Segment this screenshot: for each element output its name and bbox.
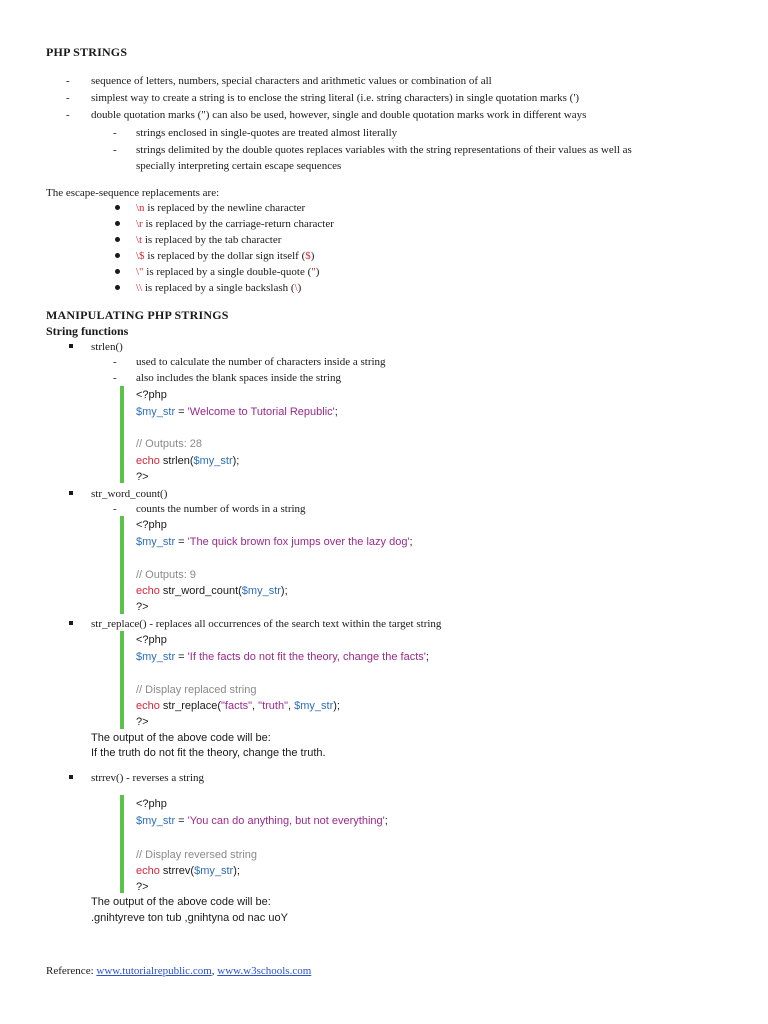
reference-label: Reference: <box>46 965 97 977</box>
reference-line <box>46 964 311 978</box>
intro-bullet: double quotation marks (") can also be used, however, single and double quotation marks work in different ways <box>91 109 587 121</box>
code-variable: $my_str <box>136 406 176 418</box>
escape-seq: \" <box>136 266 144 278</box>
escape-item <box>136 233 281 247</box>
code-line <box>136 454 239 468</box>
function-name: strlen() <box>91 341 123 353</box>
code-line <box>136 699 340 713</box>
code-comment: // Display reversed string <box>136 849 258 861</box>
code-string: 'Welcome to Tutorial Republic' <box>187 406 335 418</box>
code-operator: = <box>175 406 188 418</box>
code-line: <?php <box>136 798 167 810</box>
escape-seq: \$ <box>136 250 145 262</box>
escape-char: " <box>311 266 316 278</box>
code-line: <?php <box>136 389 167 401</box>
escape-seq: \r <box>136 218 143 230</box>
reference-separator: , <box>211 965 218 977</box>
code-variable: $my_str <box>241 585 281 597</box>
code-variable: $my_str <box>136 651 176 663</box>
code-line <box>136 584 288 598</box>
section-subtitle: String functions <box>46 324 129 338</box>
escape-desc: is replaced by a single double-quote <box>143 266 308 278</box>
bullet-dot <box>115 285 120 290</box>
bullet-dot <box>115 269 120 274</box>
escape-char: \ <box>294 282 298 294</box>
code-variable: $my_str <box>294 700 334 712</box>
code-variable: $my_str <box>194 865 234 877</box>
square-bullet <box>69 344 73 348</box>
paren: ) <box>297 282 302 294</box>
code-keyword: echo <box>136 585 160 597</box>
code-line <box>136 814 388 828</box>
escape-item <box>136 201 305 215</box>
code-string: 'You can do anything, but not everything' <box>187 815 385 827</box>
bullet-dot <box>115 253 120 258</box>
dash-marker: - <box>66 92 70 104</box>
code-variable: $my_str <box>136 536 176 548</box>
escape-seq: \t <box>136 234 143 246</box>
code-call: strlen( <box>159 455 194 467</box>
code-operator: = <box>175 651 188 663</box>
paren: ) <box>315 266 320 278</box>
code-line: ?> <box>136 601 149 613</box>
function-name: strrev() - reverses a string <box>91 772 205 784</box>
code-block-bar <box>120 516 124 614</box>
code-line <box>136 864 240 878</box>
bullet-dot <box>115 237 120 242</box>
escape-desc: is replaced by a single backslash <box>142 282 291 294</box>
code-comment: // Display replaced string <box>136 684 257 696</box>
code-call: str_replace( <box>159 700 221 712</box>
function-note: also includes the blank spaces inside the string <box>136 372 341 384</box>
escape-desc: is replaced by the carriage-return character <box>142 218 334 230</box>
intro-sub-bullet: strings delimited by the double quotes replaces variables with the string representations of their values as well as <box>136 144 632 156</box>
function-name: str_replace() - replaces all occurrences of the search text within the target string <box>91 618 442 630</box>
paren: ( <box>301 250 306 262</box>
square-bullet <box>69 491 73 495</box>
code-semicolon: ; <box>425 651 429 663</box>
code-line: ?> <box>136 716 149 728</box>
code-string: 'If the facts do not fit the theory, change the facts' <box>187 651 426 663</box>
intro-sub-bullet: strings enclosed in single-quotes are treated almost literally <box>136 127 398 139</box>
code-call: strrev( <box>159 865 195 877</box>
escape-item <box>136 249 314 263</box>
code-comment: // Outputs: 9 <box>136 569 196 581</box>
code-block-bar <box>120 386 124 483</box>
bullet-dot <box>115 205 120 210</box>
dash-marker: - <box>113 372 117 384</box>
code-call: str_word_count( <box>159 585 242 597</box>
intro-sub-bullet-continuation: specially interpreting certain escape sequences <box>136 160 342 172</box>
output-label: The output of the above code will be: <box>91 732 271 744</box>
escape-seq: \\ <box>136 282 143 294</box>
escape-char: $ <box>305 250 311 262</box>
code-line <box>136 405 338 419</box>
code-string: "facts" <box>221 700 253 712</box>
reference-link-w3schools[interactable]: www.w3schools.com <box>217 965 312 977</box>
escape-desc: is replaced by the dollar sign itself <box>144 250 302 262</box>
output-label: The output of the above code will be: <box>91 896 271 908</box>
code-call-end: ); <box>233 865 240 877</box>
paren: ) <box>310 250 315 262</box>
escape-desc: is replaced by the newline character <box>144 202 306 214</box>
dash-marker: - <box>113 356 117 368</box>
dash-marker: - <box>66 75 70 87</box>
intro-bullet: simplest way to create a string is to enclose the string literal (i.e. string characters) in single quotation marks (') <box>91 92 579 104</box>
escape-desc: is replaced by the tab character <box>142 234 282 246</box>
code-string: "truth" <box>258 700 288 712</box>
code-comment: // Outputs: 28 <box>136 438 203 450</box>
code-semicolon: ; <box>384 815 388 827</box>
function-name: str_word_count() <box>91 488 168 500</box>
code-operator: = <box>175 536 188 548</box>
function-note: used to calculate the number of characters inside a string <box>136 356 386 368</box>
dash-marker: - <box>113 127 117 139</box>
square-bullet <box>69 775 73 779</box>
page-title: PHP STRINGS <box>46 45 128 59</box>
code-comma: , <box>252 700 259 712</box>
code-line: <?php <box>136 634 167 646</box>
code-line <box>136 650 429 664</box>
code-line <box>136 535 413 549</box>
escape-intro: The escape-sequence replacements are: <box>46 187 220 199</box>
paren: ( <box>290 282 295 294</box>
code-operator: = <box>175 815 188 827</box>
escape-item <box>136 281 301 295</box>
section-title: MANIPULATING PHP STRINGS <box>46 308 229 322</box>
square-bullet <box>69 621 73 625</box>
code-line: <?php <box>136 519 167 531</box>
output-value: If the truth do not fit the theory, change the truth. <box>91 747 326 759</box>
code-call-end: ); <box>333 700 340 712</box>
code-string: 'The quick brown fox jumps over the lazy dog' <box>187 536 410 548</box>
code-comma: , <box>288 700 295 712</box>
paren: ( <box>307 266 312 278</box>
code-keyword: echo <box>136 865 160 877</box>
code-semicolon: ; <box>409 536 413 548</box>
escape-item <box>136 265 319 279</box>
code-block-bar <box>120 795 124 893</box>
code-line: ?> <box>136 471 149 483</box>
dash-marker: - <box>113 144 117 156</box>
code-line: ?> <box>136 881 149 893</box>
output-value: .gnihtyreve ton tub ,gnihtyna od nac uoY <box>91 912 288 924</box>
code-keyword: echo <box>136 455 160 467</box>
bullet-dot <box>115 221 120 226</box>
code-block-bar <box>120 631 124 729</box>
dash-marker: - <box>113 503 117 515</box>
code-call-end: ); <box>280 585 288 597</box>
dash-marker: - <box>66 109 70 121</box>
intro-bullet: sequence of letters, numbers, special characters and arithmetic values or combination of all <box>91 75 492 87</box>
escape-seq: \n <box>136 202 145 214</box>
code-call-end: ); <box>232 455 240 467</box>
code-variable: $my_str <box>136 815 176 827</box>
code-semicolon: ; <box>334 406 338 418</box>
reference-link-tutorialrepublic[interactable]: www.tutorialrepublic.com <box>96 965 212 977</box>
escape-item <box>136 217 334 231</box>
code-variable: $my_str <box>193 455 233 467</box>
code-keyword: echo <box>136 700 160 712</box>
function-note: counts the number of words in a string <box>136 503 306 515</box>
